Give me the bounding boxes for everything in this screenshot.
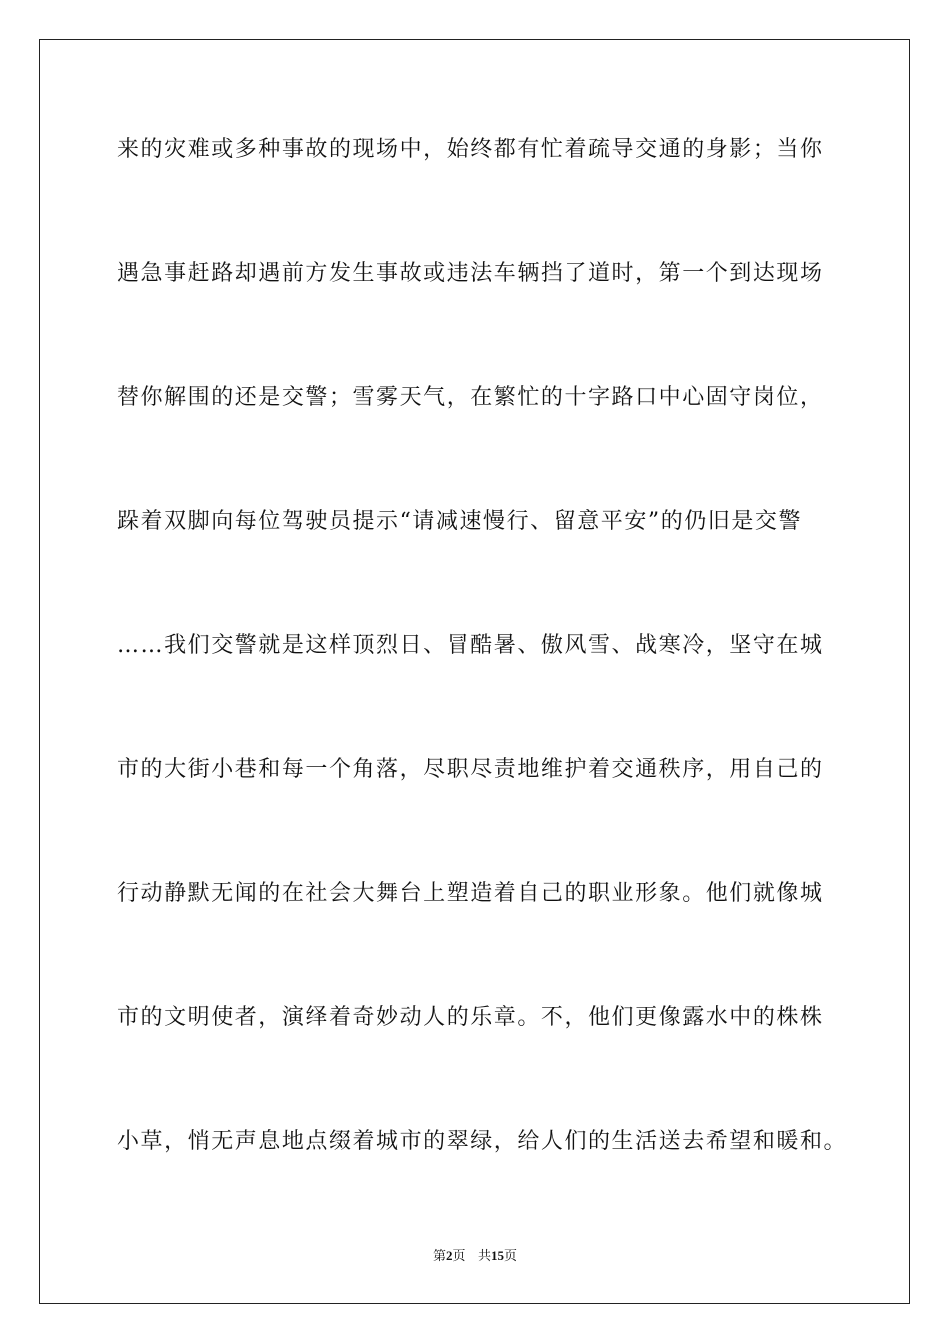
text-line-2: 遇急事赶路却遇前方发生事故或违法车辆挡了道时，第一个到达现场: [117, 261, 824, 286]
text-line-4: 跺着双脚向每位驾驶员提示“请减速慢行、留意平安”的仍旧是交警: [117, 509, 802, 534]
text-line-6: 市的大街小巷和每一个角落，尽职尽责地维护着交通秩序，用自己的: [117, 757, 824, 782]
current-page-number: 2: [446, 1248, 453, 1263]
total-page-count: 15: [490, 1248, 504, 1263]
text-line-9: 小草，悄无声息地点缀着城市的翠绿，给人们的生活送去希望和暖和。: [117, 1129, 848, 1154]
text-line-3: 替你解围的还是交警；雪雾天气，在繁忙的十字路口中心固守岗位，: [117, 385, 824, 410]
text-line-5: ……我们交警就是这样顶烈日、冒酷暑、傲风雪、战寒冷，坚守在城: [117, 633, 824, 658]
total-pages-label: [478, 1249, 517, 1264]
page-suffix: 页: [452, 1249, 466, 1264]
text-line-1: 来的灾难或多种事故的现场中，始终都有忙着疏导交通的身影；当你: [117, 137, 824, 162]
total-suffix: 页: [503, 1249, 517, 1264]
total-prefix: 共: [477, 1249, 491, 1264]
text-line-7: 行动静默无闻的在社会大舞台上塑造着自己的职业形象。他们就像城: [117, 881, 824, 906]
text-line-8: 市的文明使者，演绎着奇妙动人的乐章。不，他们更像露水中的株株: [117, 1005, 824, 1030]
page-footer: [0, 1247, 950, 1266]
page-number-label: [433, 1249, 466, 1264]
document-body: [117, 120, 848, 1236]
page-prefix: 第: [433, 1249, 447, 1264]
